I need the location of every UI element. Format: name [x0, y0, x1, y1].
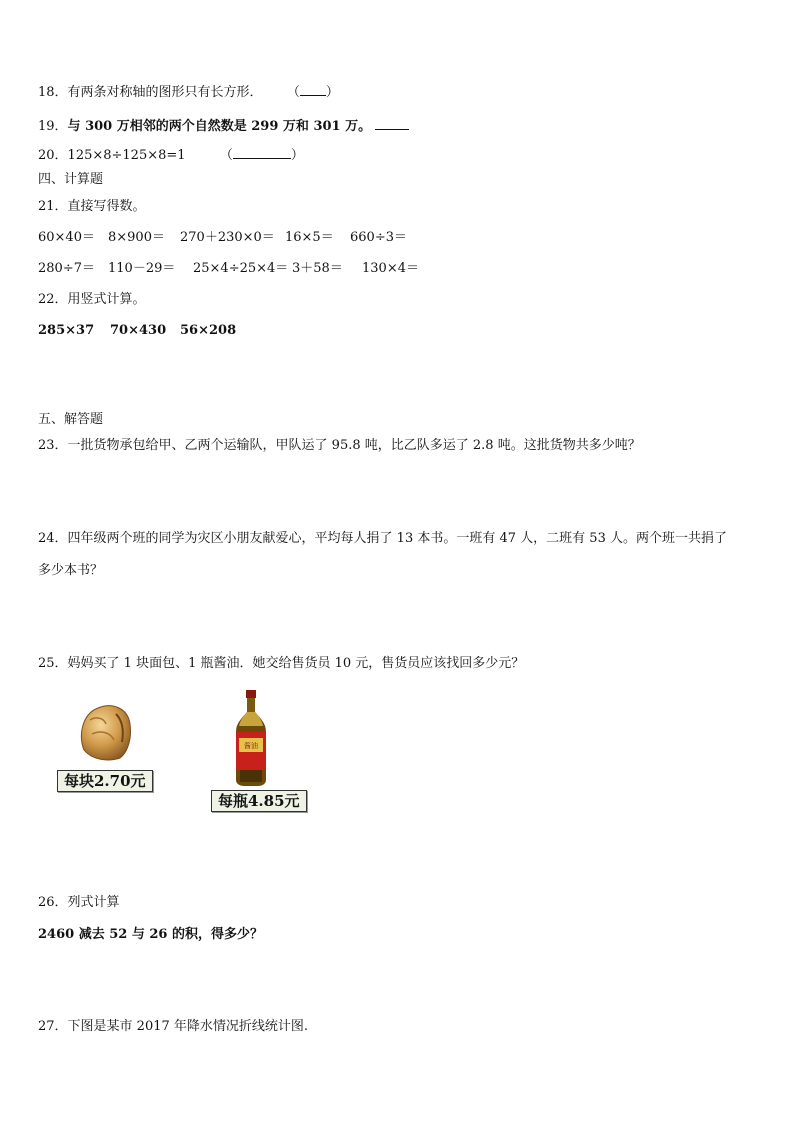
question-24-continued: 多少本书？: [38, 563, 104, 578]
question-27: [38, 1019, 308, 1035]
question-number: 26．: [38, 895, 68, 910]
question-20: [38, 146, 304, 164]
vertical-calc-item: 56×208: [180, 323, 237, 338]
question-text: 妈妈买了 1 块面包、1 瓶酱油．她交给售货员 10 元，售货员应该找回多少元？: [67, 656, 525, 671]
question-number: 25．: [38, 656, 68, 671]
question-26: [38, 895, 120, 911]
answer-paren-close: ）: [325, 85, 339, 100]
bread-price-tag: 每块2.70元: [57, 770, 153, 792]
calc-item: 270＋230×0＝: [180, 230, 275, 245]
bread-icon: [76, 700, 136, 762]
calc-item: 130×4＝: [362, 261, 419, 276]
question-number: 23．: [38, 438, 68, 453]
vertical-calc-item: 70×430: [110, 323, 167, 338]
question-number: 18．: [38, 85, 68, 100]
calc-item: 3＋58＝: [292, 261, 343, 276]
question-text: 一批货物承包给甲、乙两个运输队，甲队运了 95.8 吨，比乙队多运了 2.8 吨。这批货物共多少吨？: [67, 438, 641, 453]
bottle-price-tag: 每瓶4.85元: [211, 790, 307, 812]
question-26-subtext: 2460 减去 52 与 26 的积，得多少？: [38, 927, 263, 942]
question-25: [38, 656, 524, 672]
question-text: 用竖式计算。: [67, 292, 146, 307]
question-19: [38, 117, 409, 135]
calc-item: 660÷3＝: [350, 230, 407, 245]
question-text: 125×8÷125×8=1: [67, 148, 186, 163]
bottle-label: 酱油: [244, 742, 258, 750]
question-text: 直接写得数。: [67, 199, 146, 214]
calc-item: 8×900＝: [108, 230, 165, 245]
question-21: [38, 199, 146, 215]
question-22: [38, 292, 146, 308]
question-text-line-1: 四年级两个班的同学为灾区小朋友献爱心，平均每人捐了 13 本书。一班有 47 人，二班有 53 人。两个班一共捐了: [67, 531, 727, 546]
soy-sauce-bottle-icon: [230, 690, 272, 786]
question-number: 27．: [38, 1019, 68, 1034]
question-text: 下图是某市 2017 年降水情况折线统计图.: [67, 1019, 309, 1034]
question-number: 21．: [38, 199, 68, 214]
question-18: [38, 83, 339, 101]
answer-paren-open: （: [219, 148, 233, 163]
question-number: 22．: [38, 292, 68, 307]
answer-paren-open: （: [286, 85, 300, 100]
calc-item: 60×40＝: [38, 230, 95, 245]
vertical-calc-item: 285×37: [38, 323, 95, 338]
section-4-title: 四、计算题: [38, 172, 104, 187]
question-number: 19．: [38, 119, 68, 134]
question-number: 24．: [38, 531, 68, 546]
answer-blank: [375, 117, 409, 130]
answer-blank: [300, 83, 326, 96]
calc-item: 280÷7＝: [38, 261, 95, 276]
question-24: [38, 531, 727, 547]
question-text: 与 300 万相邻的两个自然数是 299 万和 301 万。: [67, 119, 372, 134]
calc-item: 16×5＝: [285, 230, 334, 245]
answer-blank: [233, 146, 291, 159]
question-text: 列式计算: [67, 895, 120, 910]
answer-paren-close: ）: [290, 148, 304, 163]
question-number: 20．: [38, 148, 68, 163]
question-text: 有两条对称轴的图形只有长方形．: [67, 85, 263, 100]
calc-item: 110－29＝: [108, 261, 176, 276]
question-23: [38, 438, 641, 454]
section-5-title: 五、解答题: [38, 412, 104, 427]
calc-item: 25×4÷25×4＝: [193, 261, 289, 276]
